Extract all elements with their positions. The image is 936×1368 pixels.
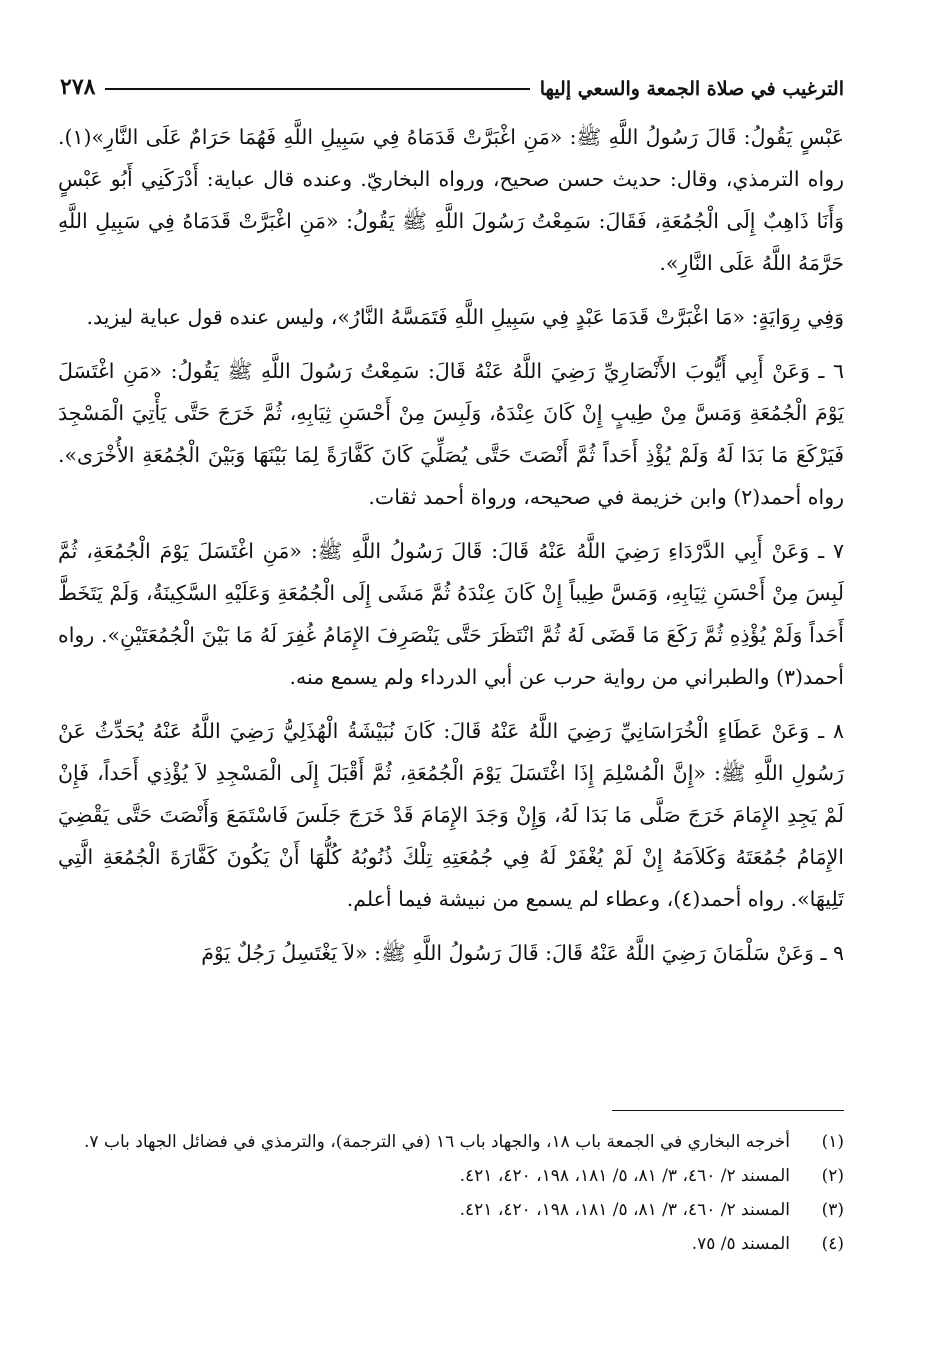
footnote-item bbox=[58, 1128, 844, 1157]
hadith-8: ٨ ـ وَعَنْ عَطَاءٍ الْخُرَاسَانِيِّ رَضِيَ اللَّهُ عَنْهُ قَالَ: كَانَ نُبَيْشَةُ الْهُذَلِيُّ رَضِيَ اللَّهُ عَنْهُ يُحَدِّثُ عَنْ رَسُولِ اللَّهِ ﷺ: «إِنَّ الْمُسْلِمَ إِذَا اغْتَسَلَ يَوْمَ الْجُمُعَةِ، ثُمَّ أَقْبَلَ إِلَى الْمَسْجِدِ لاَ يُؤْذِي أَحَداً، فَإِنْ لَمْ يَجِدِ الإِمَامَ خَرَجَ صَلَّى مَا بَدَا لَهُ، وَإِنْ وَجَدَ الإِمَامَ قَدْ خَرَجَ جَلَسَ فَاسْتَمَعَ وَأَنْصَتَ حَتَّى يَقْضِيَ الإِمَامُ جُمُعَتَهُ وَكَلاَمَهُ إِنْ لَمْ يُغْفَرْ لَهُ فِي جُمُعَتِهِ تِلْكَ ذُنُوبُهُ كُلُّهَا أَنْ يَكُونَ كَفَّارَةَ الْجُمُعَةِ الَّتِي تَلِيهَا». رواه أحمد(٤)، وعطاء لم يسمع من نبيشة فيما أعلم. bbox=[58, 719, 844, 911]
footnote-number: (٢) bbox=[821, 1166, 844, 1186]
footnotes bbox=[58, 1128, 844, 1264]
footnote-number: (٤) bbox=[821, 1234, 844, 1254]
chapter-title: الترغيب في صلاة الجمعة والسعي إليها bbox=[539, 78, 844, 100]
footnote-item bbox=[58, 1230, 844, 1259]
footnote-item bbox=[58, 1196, 844, 1225]
footnote-separator bbox=[612, 1110, 844, 1111]
footnote-number: (١) bbox=[821, 1132, 844, 1152]
hadith-6: ٦ ـ وَعَنْ أَبِي أَيُّوبَ الأَنْصَارِيِّ رَضِيَ اللَّهُ عَنْهُ قَالَ: سَمِعْتُ رَسُولَ اللَّهِ ﷺ يَقُولُ: «مَنِ اغْتَسَلَ يَوْمَ الْجُمُعَةِ وَمَسَّ مِنْ طِيبٍ إِنْ كَانَ عِنْدَهُ، وَلَبِسَ مِنْ أَحْسَنِ ثِيَابِهِ، ثُمَّ خَرَجَ حَتَّى يَأْتِيَ الْمَسْجِدَ فَيَرْكَعَ مَا بَدَا لَهُ وَلَمْ يُؤْذِ أَحَداً ثُمَّ أَنْصَتَ حَتَّى يُصَلِّيَ كَانَ كَفَّارَةً لِمَا بَيْنَهَا وَبَيْنَ الْجُمُعَةِ الأُخْرَى». رواه أحمد(٢) وابن خزيمة في صحيحه، ورواة أحمد ثقات. bbox=[58, 359, 844, 509]
footnote-text: المسند ٥/ ٧٥. bbox=[691, 1234, 790, 1254]
header-rule bbox=[105, 88, 529, 90]
footnote-text: أخرجه البخاري في الجمعة باب ١٨، والجهاد باب ١٦ (في الترجمة)، والترمذي في فضائل الجهاد باب ٧. bbox=[84, 1132, 790, 1152]
hadith-7: ٧ ـ وَعَنْ أَبِي الدَّرْدَاءِ رَضِيَ اللَّهُ عَنْهُ قَالَ: قَالَ رَسُولُ اللَّهِ ﷺ: «مَنِ اغْتَسَلَ يَوْمَ الْجُمُعَةِ، ثُمَّ لَبِسَ مِنْ أَحْسَنِ ثِيَابِهِ، وَمَسَّ طِيباً إِنْ كَانَ عِنْدَهُ ثُمَّ مَشَى إِلَى الْجُمُعَةِ وَعَلَيْهِ السَّكِينَةُ، وَلَمْ يَتَخَطَّ أَحَداً وَلَمْ يُؤْذِهِ ثُمَّ رَكَعَ مَا قَضَى لَهُ ثُمَّ انْتَظَرَ حَتَّى يَنْصَرِفَ الإِمَامُ غُفِرَ لَهُ مَا بَيْنَ الْجُمُعَتَيْنِ». رواه أحمد(٣) والطبراني من رواية حرب عن أبي الدرداء ولم يسمع منه. bbox=[58, 539, 844, 689]
main-text bbox=[58, 116, 844, 980]
paragraph-continuation: عَبْسٍ يَقُولُ: قَالَ رَسُولُ اللَّهِ ﷺ: «مَنِ اغْبَرَّتْ قَدَمَاهُ فِي سَبِيلِ اللَّهِ فَهُمَا حَرَامٌ عَلَى النَّارِ»(١). رواه الترمذي، وقال: حديث حسن صحيح، ورواه البخاريّ. وعنده قال عباية: أَدْرَكَنِي أَبُو عَبْسٍ وَأَنَا ذَاهِبٌ إِلَى الْجُمُعَةِ، فَقَالَ: سَمِعْتُ رَسُولَ اللَّهِ ﷺ يَقُولُ: «مَنِ اغْبَرَّتْ قَدَمَاهُ فِي سَبِيلِ اللَّهِ حَرَّمَهُ اللَّهُ عَلَى النَّارِ». bbox=[58, 125, 844, 275]
footnote-text: المسند ٢/ ٤٦٠، ٣/ ٨١، ٥/ ١٨١، ١٩٨، ٤٢٠، ٤٢١. bbox=[459, 1200, 790, 1220]
paragraph-riwaya: وَفِي رِوَايَةٍ: «مَا اغْبَرَّتْ قَدَمَا عَبْدٍ فِي سَبِيلِ اللَّهِ فَتَمَسَّهُ النَّارُ»، وليس عنده قول عباية ليزيد. bbox=[86, 305, 844, 329]
footnote-text: المسند ٢/ ٤٦٠، ٣/ ٨١، ٥/ ١٨١، ١٩٨، ٤٢٠، ٤٢١. bbox=[459, 1166, 790, 1186]
page-number: ٢٧٨ bbox=[60, 74, 96, 100]
footnote-number: (٣) bbox=[821, 1200, 844, 1220]
hadith-9: ٩ ـ وَعَنْ سَلْمَانَ رَضِيَ اللَّهُ عَنْهُ قَالَ: قَالَ رَسُولُ اللَّهِ ﷺ: «لاَ يَغْتَسِلُ رَجُلٌ يَوْمَ bbox=[201, 941, 844, 965]
footnote-item bbox=[58, 1162, 844, 1191]
running-header bbox=[52, 66, 844, 100]
